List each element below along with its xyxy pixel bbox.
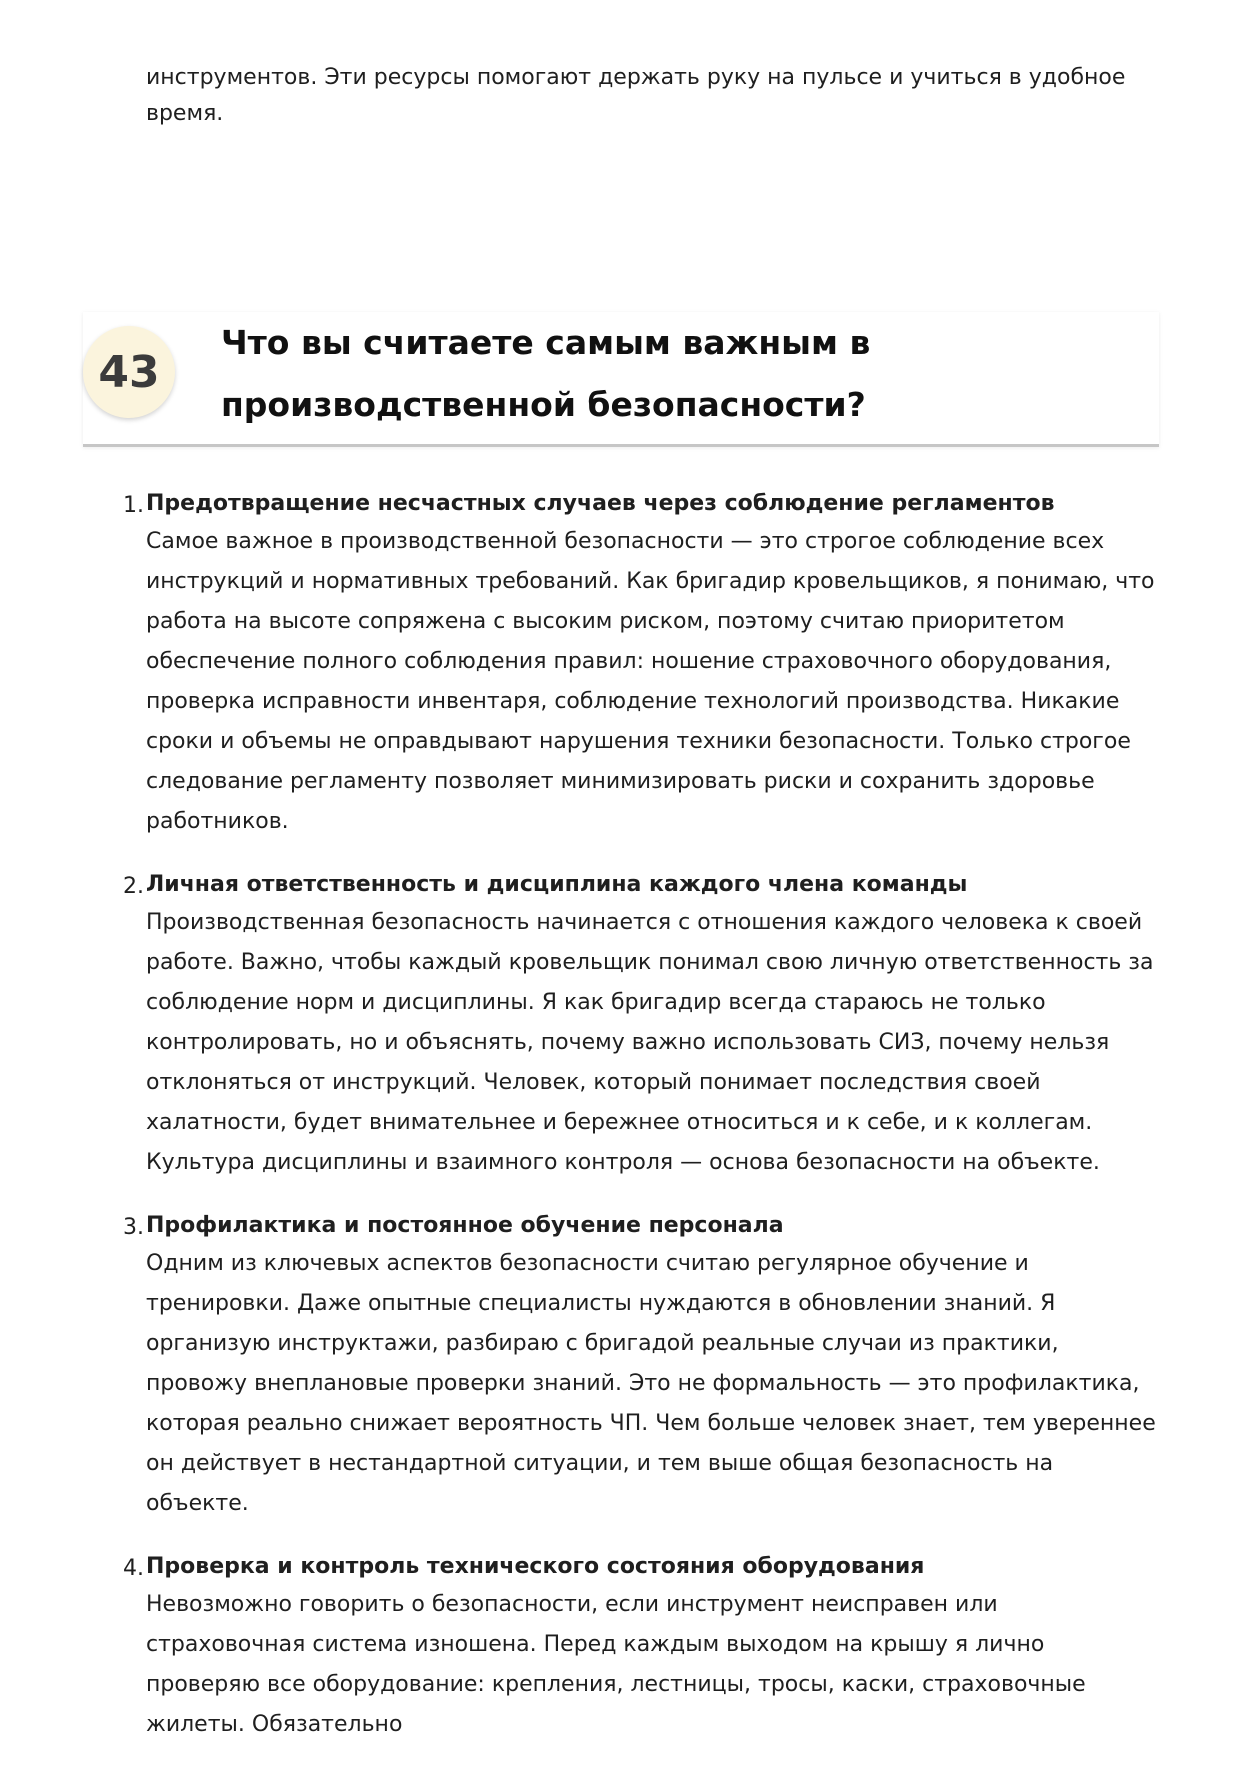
answer-body: Невозможно говорить о безопасности, если инструмент неисправен или страховочная система изношена. Перед каждым выходом на крышу я лично проверяю все оборудование: крепления, лестницы, тросы, каски, страховочные жилеты. Обязательно	[146, 1592, 1086, 1737]
answer-number: 4.	[123, 1556, 144, 1581]
answer-body: Производственная безопасность начинается с отношения каждого человека к своей работе. Важно, чтобы каждый кровельщик понимал свою личную ответственность за соблюдение норм и дисциплины. Я как бригадир всегда стараюсь не только контролировать, но и объяснять, почему важно использовать СИЗ, почему нельзя отклоняться от инструкций. Человек, который понимает последствия своей халатности, будет внимательнее и бережнее относиться и к себе, и к коллегам. Культура дисциплины и взаимного контроля — основа безопасности на объекте.	[146, 910, 1154, 1175]
answer-title: Личная ответственность и дисциплина каждого члена команды	[146, 872, 968, 897]
answer-number: 1.	[123, 493, 144, 518]
answer-number: 2.	[123, 874, 144, 899]
answer-body: Одним из ключевых аспектов безопасности считаю регулярное обучение и тренировки. Даже опытные специалисты нуждаются в обновлении знаний. Я организую инструктажи, разбираю с бригадой реальные случаи из практики, провожу внеплановые проверки знаний. Это не формальность — это профилактика, которая реально снижает вероятность ЧП. Чем больше человек знает, тем увереннее он действует в нестандартной ситуации, и тем выше общая безопасность на объекте.	[146, 1251, 1156, 1516]
answer-item-1	[123, 486, 1156, 842]
answer-item-2	[123, 867, 1156, 1183]
question-number-badge: 43	[83, 326, 175, 418]
intro-paragraph: инструментов. Эти ресурсы помогают держать руку на пульсе и учиться в удобное время.	[146, 65, 1126, 126]
answer-title: Предотвращение несчастных случаев через соблюдение регламентов	[146, 491, 1055, 516]
answer-item-3	[123, 1208, 1156, 1524]
answer-title: Профилактика и постоянное обучение персонала	[146, 1213, 784, 1238]
answer-title: Проверка и контроль технического состояния оборудования	[146, 1554, 925, 1579]
question-header	[83, 312, 1159, 447]
answer-item-4	[123, 1549, 1156, 1745]
answer-list	[123, 486, 1156, 1770]
answer-number: 3.	[123, 1215, 144, 1240]
question-title: Что вы считаете самым важным в производственной безопасности?	[221, 323, 871, 424]
answer-body: Самое важное в производственной безопасности — это строгое соблюдение всех инструкций и нормативных требований. Как бригадир кровельщиков, я понимаю, что работа на высоте сопряжена с высоким риском, поэтому считаю приоритетом обеспечение полного соблюдения правил: ношение страховочного оборудования, проверка исправности инвентаря, соблюдение технологий производства. Никакие сроки и объемы не оправдывают нарушения техники безопасности. Только строгое следование регламенту позволяет минимизировать риски и сохранить здоровье работников.	[146, 529, 1155, 834]
